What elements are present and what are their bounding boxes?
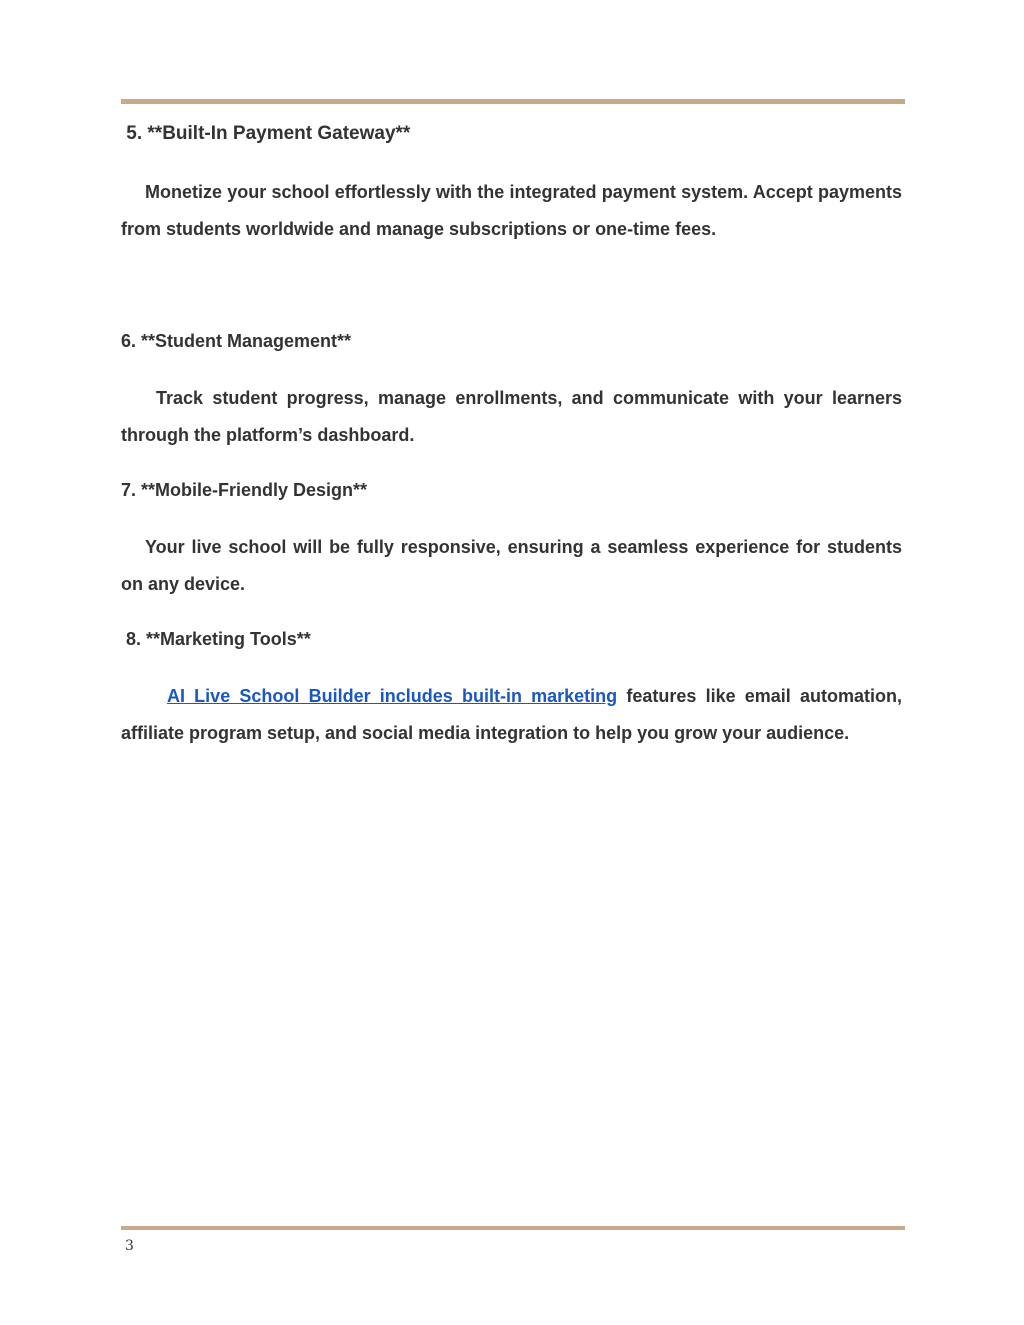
section-body-student-management: Track student progress, manage enrollments, and communicate with your learners through the platform’s dashboard. (121, 388, 902, 445)
page-number: 3 (125, 1238, 134, 1254)
section-body-marketing-tools (121, 678, 902, 751)
section-heading-payment-gateway: 5. **Built-In Payment Gateway** (121, 123, 411, 144)
section-heading-mobile-friendly: 7. **Mobile-Friendly Design** (121, 480, 368, 500)
marketing-body-text: features like email automation, affiliate program setup, and social media integration to help you grow your audience. (121, 686, 902, 743)
section-heading-student-management: 6. **Student Management** (121, 331, 352, 351)
footer-rule (121, 1226, 905, 1230)
section-body-mobile-friendly: Your live school will be fully responsive, ensuring a seamless experience for students on any device. (121, 537, 902, 594)
marketing-link[interactable]: AI Live School Builder includes built-in marketing (167, 686, 618, 706)
section-heading-marketing-tools: 8. **Marketing Tools** (121, 629, 311, 649)
section-body-payment-gateway: Monetize your school effortlessly with the integrated payment system. Accept payments from students worldwide and manage subscriptions or one-time fees. (121, 182, 902, 239)
header-rule (121, 99, 905, 104)
